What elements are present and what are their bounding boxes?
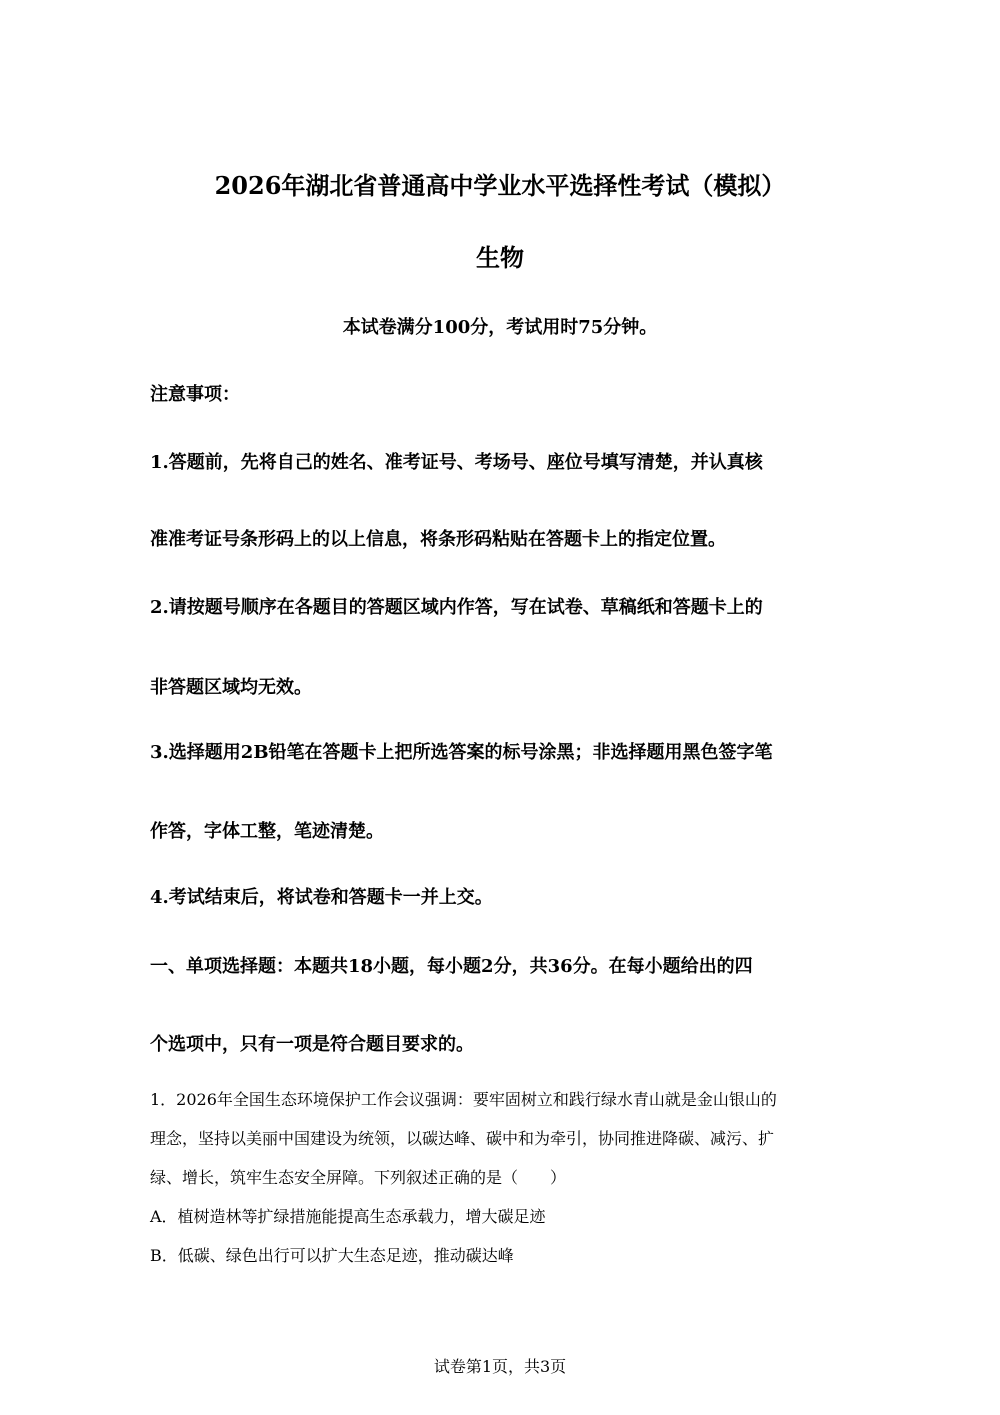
section-heading-line: 一、单项选择题：本题共18小题，每小题2分，共36分。在每小题给出的四 bbox=[150, 956, 753, 977]
question-option-a: A．植树造林等扩绿措施能提高生态承载力，增大碳足迹 bbox=[150, 1207, 546, 1226]
question-stem-line: 理念，坚持以美丽中国建设为统领，以碳达峰、碳中和为牵引，协同推进降碳、减污、扩 bbox=[150, 1129, 775, 1148]
score-note: 本试卷满分100分，考试用时75分钟。 bbox=[342, 317, 658, 338]
question-option-b: B．低碳、绿色出行可以扩大生态足迹，推动碳达峰 bbox=[150, 1246, 514, 1265]
notice-line: 4.考试结束后，将试卷和答题卡一并上交。 bbox=[150, 887, 493, 908]
question-stem-line: 1．2026年全国生态环境保护工作会议强调：要牢固树立和践行绿水青山就是金山银山的 bbox=[150, 1090, 777, 1109]
notices-heading: 注意事项： bbox=[150, 384, 240, 405]
notice-line: 准准考证号条形码上的以上信息，将条形码粘贴在答题卡上的指定位置。 bbox=[150, 529, 726, 550]
section-heading-line: 个选项中，只有一项是符合题目要求的。 bbox=[150, 1034, 474, 1055]
notice-line: 作答，字体工整，笔迹清楚。 bbox=[150, 821, 384, 842]
notice-line: 3.选择题用2B铅笔在答题卡上把所选答案的标号涂黑；非选择题用黑色签字笔 bbox=[150, 742, 773, 763]
notice-line: 非答题区域均无效。 bbox=[150, 677, 312, 698]
exam-title: 2026年湖北省普通高中学业水平选择性考试（模拟） bbox=[214, 171, 786, 200]
page-footer: 试卷第1页，共3页 bbox=[433, 1357, 567, 1376]
notice-line: 1.答题前，先将自己的姓名、准考证号、考场号、座位号填写清楚，并认真核 bbox=[150, 452, 763, 473]
notice-line: 2.请按题号顺序在各题目的答题区域内作答，写在试卷、草稿纸和答题卡上的 bbox=[150, 597, 763, 618]
question-stem-line: 绿、增长，筑牢生态安全屏障。下列叙述正确的是（ ） bbox=[150, 1168, 567, 1187]
exam-subject: 生物 bbox=[476, 243, 524, 272]
